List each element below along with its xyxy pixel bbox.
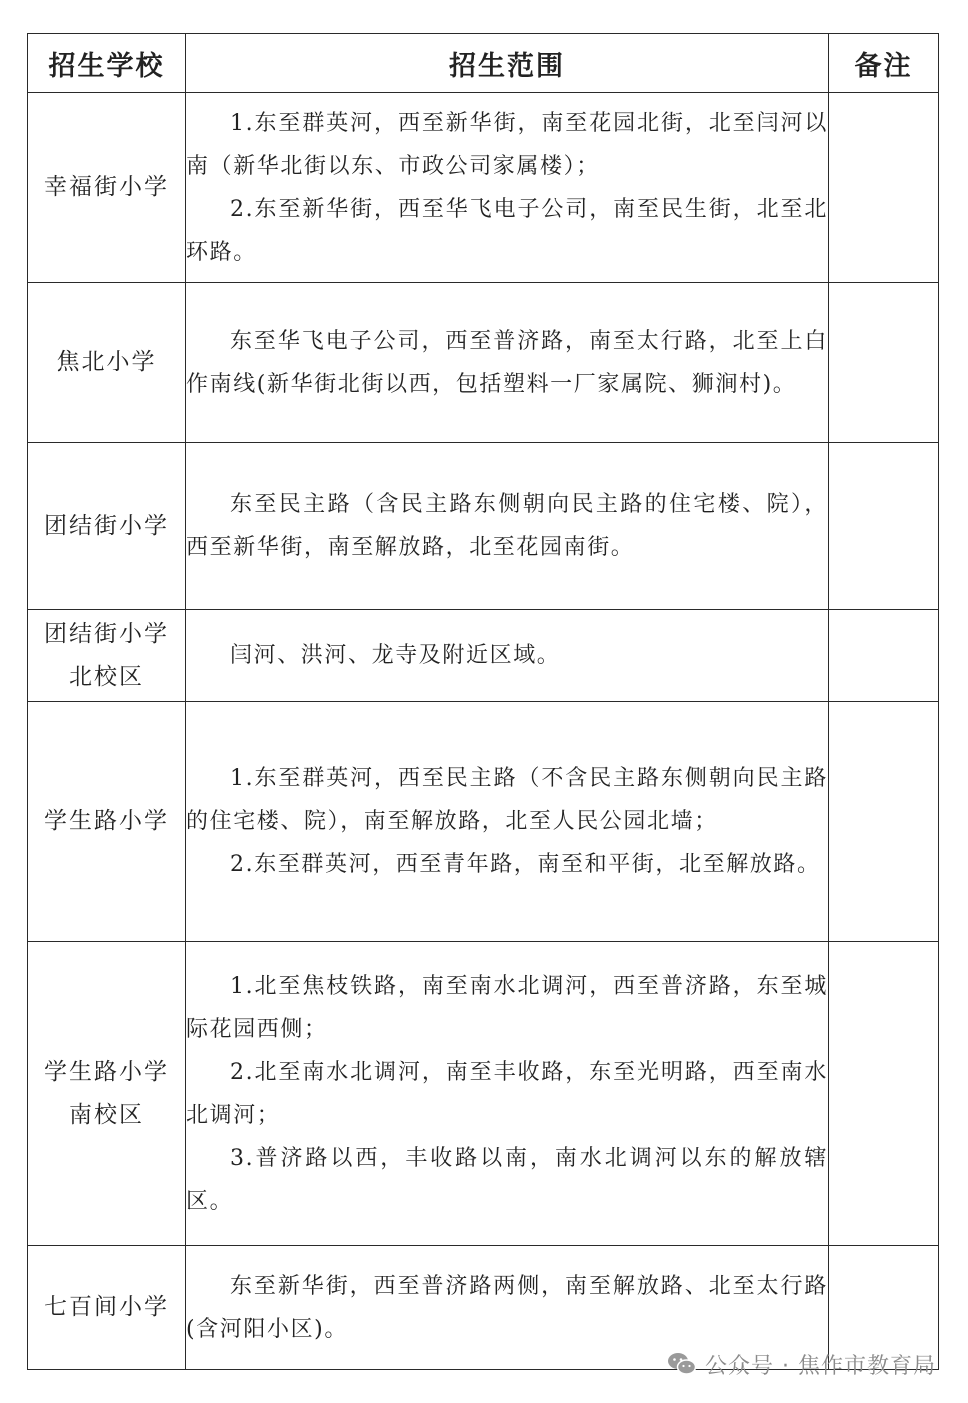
school-name — [28, 610, 186, 702]
table-row — [28, 942, 939, 1246]
school-name — [28, 283, 186, 443]
enrollment-table — [27, 33, 939, 1370]
note-cell — [829, 610, 939, 702]
scope-item: 闫河、洪河、龙寺及附近区域。 — [230, 643, 561, 668]
scope-item: 1.东至群英河，西至民主路（不含民主路东侧朝向民主路的住宅楼、院），南至解放路，北至人民公园北墙； — [186, 766, 828, 834]
enrollment-scope — [186, 283, 829, 443]
school-name-text: 学生路小学 — [44, 808, 169, 834]
note-cell — [829, 942, 939, 1246]
watermark — [667, 1348, 936, 1380]
school-name — [28, 93, 186, 283]
table-row — [28, 283, 939, 443]
scope-item: 东至民主路（含民主路东侧朝向民主路的住宅楼、院），西至新华街，南至解放路，北至花园南街。 — [186, 492, 828, 560]
scope-item: 东至新华街，西至普济路两侧，南至解放路、北至太行路(含河阳小区)。 — [186, 1273, 828, 1342]
scope-item: 2.东至新华街，西至华飞电子公司，南至民生街，北至北环路。 — [186, 196, 828, 265]
scope-item: 3.普济路以西，丰收路以南，南水北调河以东的解放辖区。 — [186, 1145, 828, 1214]
school-name — [28, 1246, 186, 1370]
school-name-text: 七百间小学 — [44, 1294, 169, 1320]
enrollment-scope — [186, 610, 829, 702]
note-cell — [829, 702, 939, 942]
scope-item: 2.北至南水北调河，南至丰收路，东至光明路，西至南水北调河； — [186, 1059, 828, 1128]
school-name-text: 学生路小学南校区 — [44, 1058, 169, 1128]
scope-item: 1.东至群英河，西至新华街，南至花园北街，北至闫河以南（新华北街以东、市政公司家属楼）； — [186, 110, 828, 179]
enrollment-scope — [186, 93, 829, 283]
school-name — [28, 942, 186, 1246]
header-scope: 招生范围 — [186, 34, 829, 93]
scope-item: 2.东至群英河，西至青年路，南至和平街，北至解放路。 — [230, 852, 821, 877]
table-header-row — [28, 34, 939, 93]
note-cell — [829, 443, 939, 610]
table-row — [28, 702, 939, 942]
table-row — [28, 610, 939, 702]
table-row — [28, 93, 939, 283]
enrollment-scope — [186, 702, 829, 942]
school-name — [28, 443, 186, 610]
school-name — [28, 702, 186, 942]
school-name-text: 团结街小学 — [44, 512, 169, 539]
note-cell — [829, 283, 939, 443]
scope-item: 东至华飞电子公司，西至普济路，南至太行路，北至上白作南线(新华街北街以西，包括塑料一厂家属院、狮涧村)。 — [186, 328, 828, 397]
header-school: 招生学校 — [28, 34, 186, 93]
header-note: 备注 — [829, 34, 939, 93]
school-name-text: 团结街小学北校区 — [44, 620, 169, 690]
enrollment-scope — [186, 942, 829, 1246]
wechat-icon — [667, 1351, 697, 1377]
school-name-text: 幸福街小学 — [44, 174, 169, 200]
watermark-text: 公众号 · 焦作市教育局 — [705, 1353, 936, 1379]
enrollment-scope — [186, 443, 829, 610]
note-cell — [829, 93, 939, 283]
scope-item: 1.北至焦枝铁路，南至南水北调河，西至普济路，东至城际花园西侧； — [186, 973, 828, 1042]
table-row — [28, 443, 939, 610]
school-name-text: 焦北小学 — [56, 349, 157, 375]
